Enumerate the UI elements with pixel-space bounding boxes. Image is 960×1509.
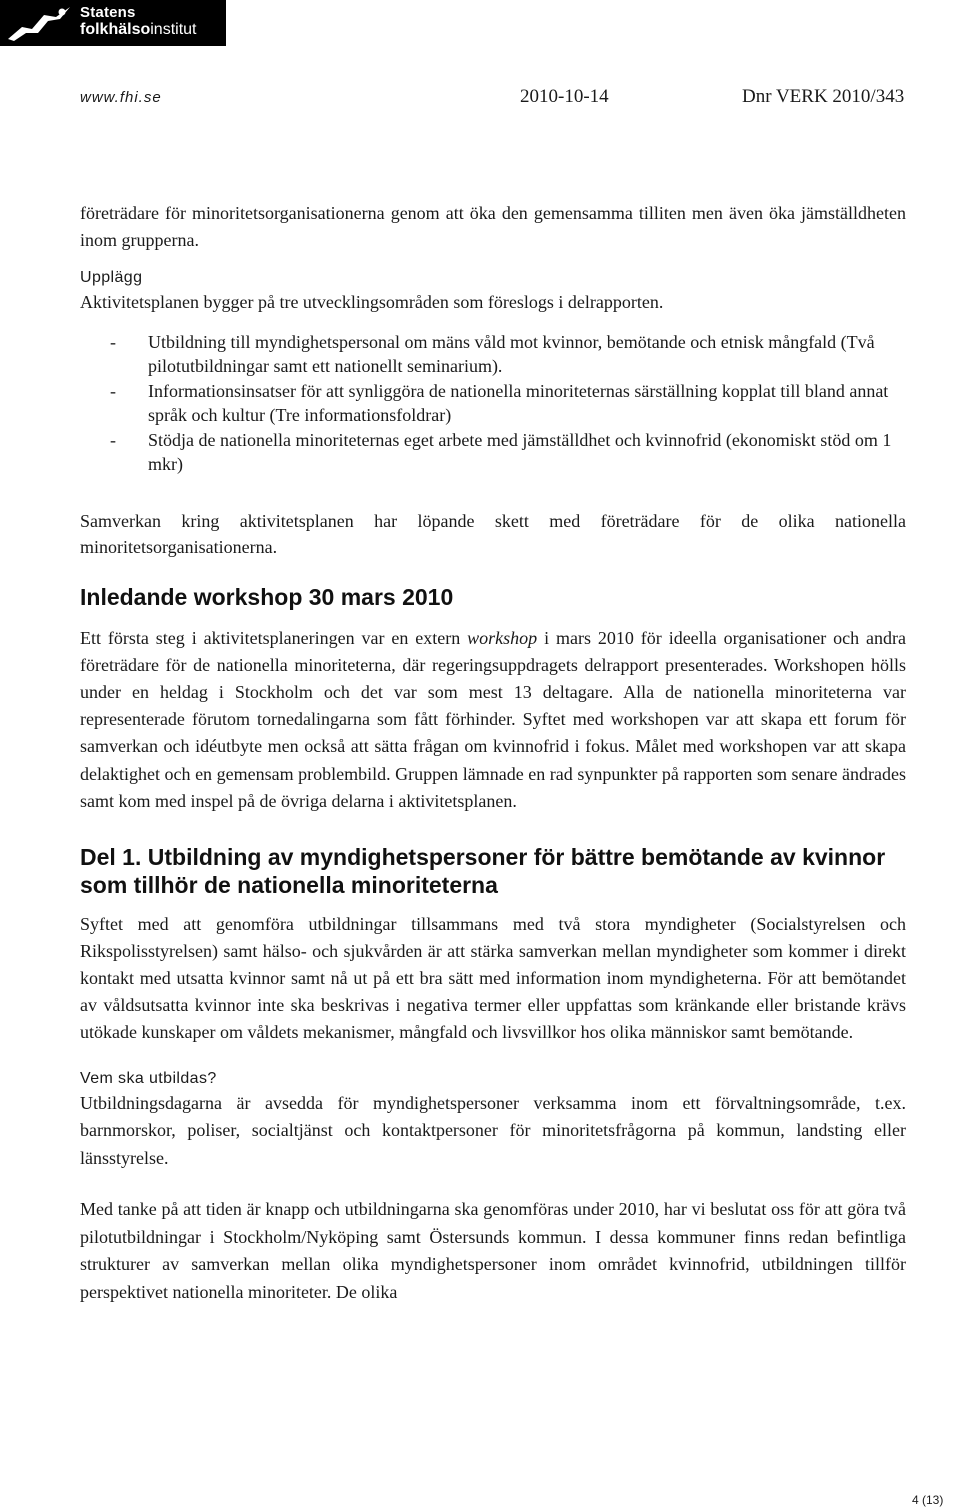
logo-line-1: Statens: [80, 4, 136, 21]
development-areas-list: [80, 330, 906, 477]
del1-subheading: Vem ska utbildas?: [80, 1069, 217, 1087]
workshop-heading: Inledande workshop 30 mars 2010: [80, 583, 454, 610]
list-item: - Utbildning till myndighetspersonal om mäns våld mot kvinnor, bemötande och etnisk mångfald (Två pilotutbildningar samt ett nationellt seminarium).: [110, 331, 875, 376]
del1-heading: Del 1. Utbildning av myndighetspersoner för bättre bemötande av kvinnor som tillhör de nationella minoriteterna: [80, 843, 886, 898]
upplagg-heading: Upplägg: [80, 269, 143, 286]
fhi-logo: [0, 0, 226, 46]
workshop-paragraph: Ett första steg i aktivitetsplaneringen var en extern workshop i mars 2010 för ideella organisationer och andra företrädare för de nationella minoriteterna, där regeringsuppdragets delrapport presenterades. Workshopen hölls under en heldag i Stockholm och det var som mest 13 deltagare. Alla de nationella minoriteterna var representerade förutom tornedalingarna som fått förhinder. Syftet med workshopen var att skapa ett forum för samverkan och idéutbyte men också att sätta frågan om kvinnofrid i fokus. Målet med workshopen var att skapa delaktighet och en gemensam problembild. Gruppen lämnade en rad synpunkter på rapporten som senare ändrades samt kom med inspel på de övriga delarna i aktivitetsplanen.: [80, 627, 906, 811]
leaping-figure-icon: [4, 3, 76, 43]
upplagg-text: Aktivitetsplanen bygger på tre utvecklingsområden som föreslogs i delrapporten.: [80, 292, 664, 312]
header-url[interactable]: www.fhi.se: [80, 89, 162, 106]
samverkan-paragraph: Samverkan kring aktivitetsplanen har löpande skett med företrädare för de olika nationella minoritetsorganisationerna.: [80, 510, 906, 557]
del1-paragraph-1: Syftet med att genomföra utbildningar tillsammans med två stora myndigheter (Socialstyrelsen och Rikspolisstyrelsen) samt hälso- och sjukvården är att stärka samverkan mellan myndigheter som kommer i direkt kontakt med utsatta kvinnor samt nå ut på ett bra sätt med information inom myndigheterna. För att bemötandet av våldsutsatta kvinnor inte ska beskrivas i negativa termer eller uppfattas som kränkande eller bristande krävs utökade kunskaper om våldets mekanismer, mångfald och livsvillkor hos olika människor samt bemötande.: [80, 913, 906, 1042]
logo-line-2: folkhälsoinstitut: [80, 21, 197, 38]
del1-paragraph-3: Med tanke på att tiden är knapp och utbildningarna ska genomföras under 2010, har vi beslutat oss för att göra två pilotutbildningar i Stockholm/Nyköping samt Östersunds kommun. I dessa kommuner finns redan befintliga strukturer av samverkan mellan olika myndighetspersoner inom området kvinnofrid, utbildningen tillför perspektivet nationella minoriteter. De olika: [80, 1199, 906, 1302]
list-item: - Informationsinsatser för att synliggöra de nationella minoriteternas särställning kopplat till bland annat språk och kultur (Tre informationsfoldrar): [110, 380, 889, 425]
list-item: - Stödja de nationella minoriteternas eget arbete med jämställdhet och kvinnofrid (ekonomiskt stöd om 1 mkr): [110, 429, 892, 474]
document-body: [80, 200, 906, 1306]
page-number: 4 (13): [912, 1493, 944, 1507]
header-dnr: Dnr VERK 2010/343: [742, 86, 905, 107]
intro-paragraph: företrädare för minoritetsorganisationerna genom att öka den gemensamma tilliten men även öka jämställdheten inom grupperna.: [80, 203, 906, 250]
header-date: 2010-10-14: [520, 86, 609, 107]
del1-paragraph-2: Utbildningsdagarna är avsedda för myndighetspersoner verksamma inom ett förvaltningsområde, t.ex. barnmorskor, poliser, socialtjänst och kontaktpersoner för minoritetsfrågorna på kommun, landsting eller länsstyrelse.: [80, 1092, 906, 1168]
